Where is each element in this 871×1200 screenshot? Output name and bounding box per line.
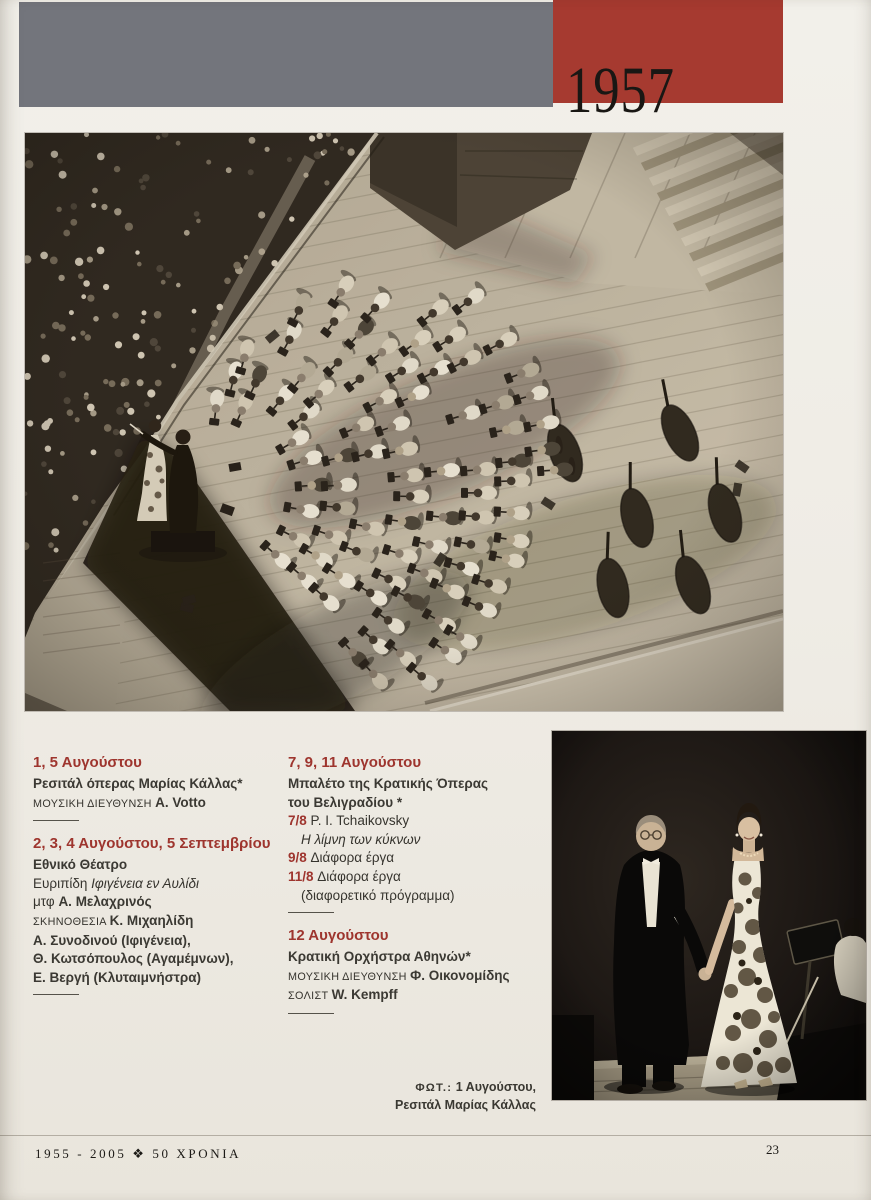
- event-line: Ρεσιτάλ όπερας Μαρίας Κάλλας*: [33, 776, 243, 791]
- callas-votto-photo: [552, 731, 866, 1100]
- footer-rule: [0, 1135, 871, 1136]
- banner-gray-block: [19, 2, 553, 107]
- event-line: μτφ Α. Μελαχρινός: [33, 894, 152, 910]
- section-rule: [33, 820, 79, 821]
- caption-label: ΦΩΤ.:: [415, 1082, 453, 1094]
- event-dates: 7, 9, 11 Αυγούστου: [288, 754, 422, 771]
- event-line: 11/8 Διάφορα έργα: [288, 868, 401, 884]
- event-line: Εθνικό Θέατρο: [33, 857, 128, 873]
- event-line: ΣΚΗΝΟΘΕΣΙΑ Κ. Μιχαηλίδη: [33, 912, 194, 928]
- year-heading: 1957: [566, 54, 675, 127]
- section-rule: [288, 1013, 334, 1014]
- event-line: Κρατική Ορχήστρα Αθηνών*: [288, 949, 471, 965]
- event-line: Α. Συνοδινού (Ιφιγένεια),: [33, 932, 191, 948]
- event-entry: [33, 753, 285, 821]
- event-entry: [288, 753, 546, 913]
- event-entry: [288, 926, 546, 1014]
- page-number: 23: [766, 1142, 779, 1157]
- section-rule: [288, 912, 334, 913]
- event-line: ΜΟΥΣΙΚΗ ΔΙΕΥΘΥΝΣΗ Φ. Οικονομίδης: [288, 967, 510, 983]
- event-line: Μπαλέτο της Κρατικής Όπερας: [288, 776, 489, 791]
- event-line: Η λίμνη των κύκνων: [301, 831, 421, 847]
- photo-caption: [395, 1079, 536, 1114]
- event-line: 9/8 Διάφορα έργα: [288, 850, 395, 866]
- event-line: του Βελιγραδίου *: [288, 794, 403, 810]
- event-line: ΜΟΥΣΙΚΗ ΔΙΕΥΘΥΝΣΗ Α. Votto: [33, 794, 206, 810]
- section-rule: [33, 994, 79, 995]
- event-line: Ευριπίδη Ιφιγένεια εν Αυλίδι: [33, 875, 200, 891]
- callas-photo-art: [552, 731, 866, 1100]
- event-dates: 1, 5 Αυγούστου: [33, 754, 142, 771]
- footer-edition-text: 1955 - 2005 ❖ 50 ΧΡΟΝΙΑ: [35, 1146, 242, 1161]
- events-column-middle: [288, 753, 546, 1027]
- event-entry: [33, 834, 285, 995]
- events-column-left: [33, 753, 285, 1008]
- orchestra-photo-art: [25, 133, 783, 711]
- caption-line1: ΦΩΤ.: 1 Αυγούστου,: [415, 1080, 536, 1094]
- orchestra-rehearsal-photo: [25, 133, 783, 711]
- event-dates: 12 Αυγούστου: [288, 927, 389, 945]
- event-line: Ε. Βεργή (Κλυταιμνήστρα): [33, 969, 202, 985]
- event-line: 7/8 P. I. Tchaikovsky: [288, 813, 410, 829]
- event-line: Θ. Κωτσόπουλος (Αγαμέμνων),: [33, 951, 234, 967]
- caption-line2: Ρεσιτάλ Μαρίας Κάλλας: [395, 1098, 536, 1112]
- event-line: (διαφορετικό πρόγραμμα): [301, 887, 455, 903]
- event-line: ΣΟΛΙΣΤ W. Kempff: [288, 987, 398, 1003]
- event-dates: 2, 3, 4 Αυγούστου, 5 Σεπτεμβρίου: [33, 835, 271, 853]
